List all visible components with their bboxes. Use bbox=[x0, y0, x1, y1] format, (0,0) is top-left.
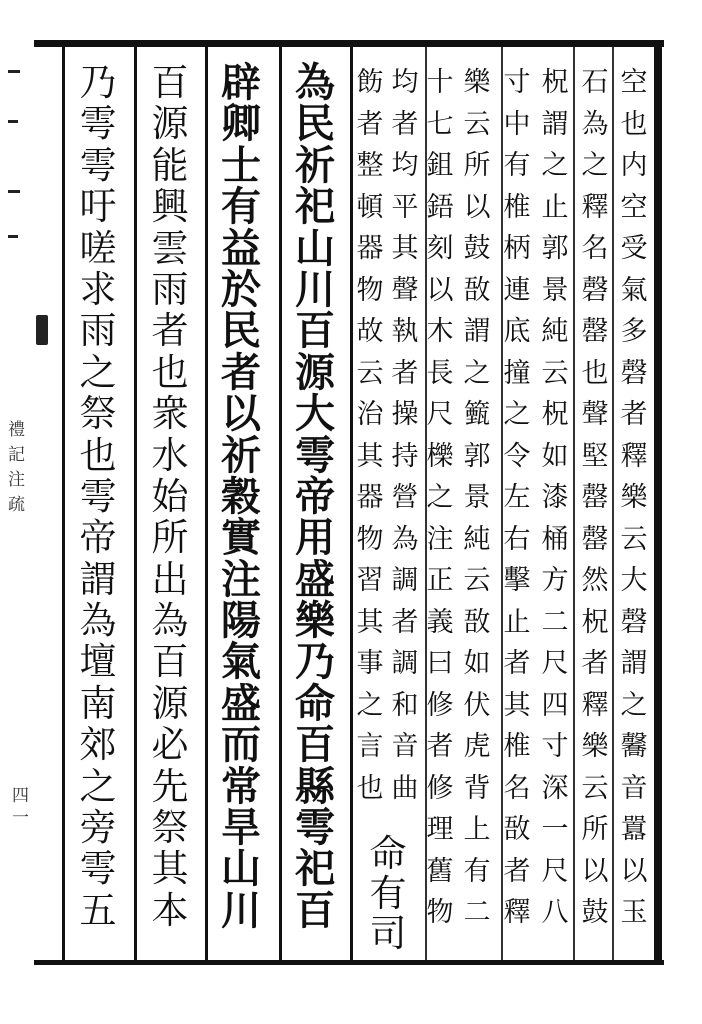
character: 所 bbox=[151, 516, 189, 560]
character: 磬 bbox=[620, 357, 648, 389]
right-border bbox=[654, 40, 662, 965]
character: 也 bbox=[79, 433, 117, 477]
character: 鋙 bbox=[426, 191, 454, 223]
character: 罄 bbox=[581, 523, 609, 555]
character: 祭 bbox=[151, 806, 189, 850]
character: 敔 bbox=[503, 814, 531, 845]
character: 持 bbox=[391, 440, 419, 472]
character: 空 bbox=[620, 67, 648, 98]
character: 盛 bbox=[221, 679, 261, 727]
character: 四 bbox=[541, 689, 569, 721]
character: 空 bbox=[620, 191, 648, 223]
character: 者 bbox=[221, 348, 261, 396]
character: 柷 bbox=[581, 606, 609, 638]
character: 囂 bbox=[620, 814, 648, 845]
character: 旁 bbox=[79, 806, 117, 850]
column-rule bbox=[279, 47, 282, 960]
character: 純 bbox=[463, 523, 491, 555]
character: 辟 bbox=[221, 59, 261, 106]
character: 二 bbox=[541, 606, 569, 638]
character: 以 bbox=[620, 855, 648, 887]
bottom-border bbox=[34, 960, 664, 965]
character: 罄 bbox=[581, 482, 609, 513]
character: 正 bbox=[426, 565, 454, 596]
character: 調 bbox=[391, 648, 419, 679]
character: 命 bbox=[369, 832, 407, 875]
character: 磬 bbox=[620, 606, 648, 638]
character: 百 bbox=[295, 721, 335, 769]
character: 伏 bbox=[463, 689, 491, 721]
character: 深 bbox=[541, 772, 569, 804]
commentary-column bbox=[499, 62, 535, 934]
character: 五 bbox=[79, 888, 117, 932]
character: 以 bbox=[426, 274, 454, 306]
character: 者 bbox=[391, 606, 419, 638]
character: 之 bbox=[426, 482, 454, 513]
character: 上 bbox=[463, 814, 491, 845]
character: 曰 bbox=[426, 648, 454, 679]
character: 調 bbox=[391, 565, 419, 596]
character: 先 bbox=[151, 764, 189, 808]
character: 者 bbox=[620, 399, 648, 430]
character: 曲 bbox=[391, 772, 419, 804]
character: 吁 bbox=[79, 185, 117, 229]
character: 釋 bbox=[581, 191, 609, 223]
character: 止 bbox=[503, 606, 531, 638]
character: 益 bbox=[221, 224, 261, 272]
character: 之 bbox=[620, 689, 648, 721]
character: 樂 bbox=[295, 597, 335, 645]
character: 能 bbox=[151, 143, 189, 187]
character: 云 bbox=[356, 357, 384, 389]
character: 雲 bbox=[151, 226, 189, 270]
character: 柄 bbox=[503, 233, 531, 264]
character: 其 bbox=[356, 440, 384, 472]
character: 帝 bbox=[295, 472, 335, 520]
character: 椎 bbox=[503, 731, 531, 762]
character: 乃 bbox=[295, 638, 335, 686]
margin-title-char: 注 bbox=[8, 470, 25, 490]
character: 有 bbox=[463, 855, 491, 887]
character: 故 bbox=[356, 316, 384, 347]
character: 郭 bbox=[541, 233, 569, 264]
character: 山 bbox=[295, 224, 335, 272]
character: 刻 bbox=[426, 233, 454, 264]
character: 南 bbox=[79, 681, 117, 725]
character: 謂 bbox=[463, 316, 491, 347]
character: 雩 bbox=[79, 847, 117, 891]
character: 也 bbox=[151, 350, 189, 394]
character: 撞 bbox=[503, 357, 531, 389]
character: 謂 bbox=[79, 557, 117, 601]
page-number-char: 四 bbox=[12, 786, 29, 806]
margin-mark bbox=[8, 190, 20, 193]
character: 云 bbox=[620, 523, 648, 555]
character: 川 bbox=[295, 265, 335, 313]
character: 帝 bbox=[79, 516, 117, 560]
character: 云 bbox=[463, 108, 491, 140]
character: 整 bbox=[356, 150, 384, 181]
character: 之 bbox=[541, 150, 569, 181]
character: 頓 bbox=[356, 191, 384, 223]
character: 一 bbox=[541, 814, 569, 845]
character: 者 bbox=[391, 108, 419, 140]
character: 命 bbox=[295, 679, 335, 727]
character: 修 bbox=[426, 772, 454, 804]
character: 有 bbox=[369, 872, 407, 915]
character: 修 bbox=[426, 689, 454, 721]
character: 尺 bbox=[541, 855, 569, 887]
character: 之 bbox=[463, 357, 491, 389]
column-rule bbox=[205, 47, 208, 960]
character: 雩 bbox=[79, 474, 117, 518]
page-number-char: 一 bbox=[12, 808, 29, 828]
character: 其 bbox=[356, 606, 384, 638]
character: 百 bbox=[151, 640, 189, 684]
character: 之 bbox=[503, 399, 531, 430]
character: 二 bbox=[463, 897, 491, 928]
character: 理 bbox=[426, 814, 454, 845]
character: 十 bbox=[426, 67, 454, 98]
character: 源 bbox=[151, 102, 189, 146]
character: 之 bbox=[79, 764, 117, 808]
character: 習 bbox=[356, 565, 384, 596]
character: 大 bbox=[620, 565, 648, 596]
character: 者 bbox=[426, 731, 454, 762]
character: 旱 bbox=[221, 804, 261, 852]
character: 祀 bbox=[295, 845, 335, 893]
character: 民 bbox=[295, 100, 335, 148]
character: 和 bbox=[391, 689, 419, 721]
margin-mark bbox=[8, 235, 18, 238]
character: 為 bbox=[295, 59, 335, 106]
character: 椎 bbox=[503, 191, 531, 223]
character: 其 bbox=[503, 689, 531, 721]
character: 執 bbox=[391, 316, 419, 347]
character: 均 bbox=[391, 150, 419, 181]
character: 水 bbox=[151, 433, 189, 477]
character: 舊 bbox=[426, 855, 454, 887]
main-text-column bbox=[290, 59, 340, 934]
margin-mark bbox=[8, 70, 20, 73]
character: 謂 bbox=[541, 108, 569, 140]
character: 寸 bbox=[541, 731, 569, 762]
character: 所 bbox=[581, 814, 609, 845]
character: 事 bbox=[356, 648, 384, 679]
character: 川 bbox=[221, 886, 261, 934]
character: 均 bbox=[391, 67, 419, 98]
character: 氣 bbox=[620, 274, 648, 306]
character: 之 bbox=[79, 350, 117, 394]
character: 司 bbox=[369, 912, 407, 955]
character: 其 bbox=[391, 233, 419, 264]
character: 右 bbox=[503, 523, 531, 555]
character: 景 bbox=[541, 274, 569, 306]
column-rule bbox=[62, 47, 65, 960]
character: 鼓 bbox=[463, 233, 491, 264]
character: 之 bbox=[581, 150, 609, 181]
character: 内 bbox=[620, 150, 648, 181]
character: 擊 bbox=[503, 565, 531, 596]
character: 者 bbox=[581, 648, 609, 679]
character: 敔 bbox=[463, 606, 491, 638]
character: 義 bbox=[426, 606, 454, 638]
character: 其 bbox=[151, 847, 189, 891]
character: 治 bbox=[356, 399, 384, 430]
character: 用 bbox=[295, 514, 335, 562]
character: 名 bbox=[581, 233, 609, 264]
column-rule bbox=[573, 47, 575, 960]
margin-title-char: 疏 bbox=[8, 495, 25, 515]
character: 祈 bbox=[295, 141, 335, 189]
character: 聲 bbox=[581, 399, 609, 430]
character: 櫟 bbox=[426, 440, 454, 472]
character: 百 bbox=[151, 61, 189, 104]
character: 樂 bbox=[463, 67, 491, 98]
character: 為 bbox=[391, 523, 419, 555]
character: 言 bbox=[356, 731, 384, 762]
character: 受 bbox=[620, 233, 648, 264]
character: 鼓 bbox=[581, 897, 609, 928]
character: 中 bbox=[503, 108, 531, 140]
commentary-column bbox=[616, 62, 652, 934]
character: 氣 bbox=[221, 638, 261, 686]
character: 民 bbox=[221, 307, 261, 355]
character: 長 bbox=[426, 357, 454, 389]
character: 以 bbox=[463, 191, 491, 223]
character: 令 bbox=[503, 440, 531, 472]
character: 鉏 bbox=[426, 150, 454, 181]
character: 者 bbox=[391, 357, 419, 389]
character: 連 bbox=[503, 274, 531, 306]
character: 物 bbox=[356, 274, 384, 306]
commentary-column bbox=[422, 62, 458, 934]
character: 必 bbox=[151, 723, 189, 767]
character: 釋 bbox=[620, 440, 648, 472]
character: 之 bbox=[356, 689, 384, 721]
character: 背 bbox=[463, 772, 491, 804]
commentary-column bbox=[387, 62, 423, 809]
character: 以 bbox=[221, 390, 261, 438]
character: 八 bbox=[541, 897, 569, 928]
character: 玉 bbox=[620, 897, 648, 928]
character: 器 bbox=[356, 233, 384, 264]
character: 也 bbox=[581, 357, 609, 389]
character: 柷 bbox=[541, 67, 569, 98]
character: 盛 bbox=[295, 555, 335, 603]
character: 營 bbox=[391, 482, 419, 513]
character: 雨 bbox=[79, 309, 117, 353]
character: 縣 bbox=[295, 762, 335, 810]
character: 百 bbox=[295, 886, 335, 934]
character: 云 bbox=[581, 772, 609, 804]
character: 如 bbox=[463, 648, 491, 679]
character: 於 bbox=[221, 265, 261, 313]
character: 祀 bbox=[295, 183, 335, 231]
commentary-column bbox=[352, 62, 388, 809]
character: 以 bbox=[581, 855, 609, 887]
character: 如 bbox=[541, 440, 569, 472]
character: 雩 bbox=[295, 804, 335, 852]
character: 漆 bbox=[541, 482, 569, 513]
character: 實 bbox=[221, 514, 261, 562]
character: 壇 bbox=[79, 640, 117, 684]
character: 七 bbox=[426, 108, 454, 140]
margin-title-char: 禮 bbox=[8, 420, 25, 440]
character: 雩 bbox=[79, 102, 117, 146]
character: 卿 bbox=[221, 100, 261, 148]
character: 籈 bbox=[463, 399, 491, 430]
character: 祭 bbox=[79, 392, 117, 436]
character: 純 bbox=[541, 316, 569, 347]
top-border bbox=[34, 40, 664, 47]
margin-page-number bbox=[12, 788, 29, 832]
character: 寸 bbox=[503, 67, 531, 98]
character: 祈 bbox=[221, 431, 261, 479]
character: 景 bbox=[463, 482, 491, 513]
character: 衆 bbox=[151, 392, 189, 436]
margin-title-char: 記 bbox=[8, 445, 25, 465]
character: 百 bbox=[295, 307, 335, 355]
character: 堅 bbox=[581, 440, 609, 472]
character: 山 bbox=[221, 845, 261, 893]
character: 源 bbox=[295, 348, 335, 396]
character: 物 bbox=[426, 897, 454, 928]
character: 名 bbox=[503, 772, 531, 804]
character: 者 bbox=[503, 648, 531, 679]
character: 尺 bbox=[426, 399, 454, 430]
character: 本 bbox=[151, 888, 189, 932]
character: 所 bbox=[463, 150, 491, 181]
character: 底 bbox=[503, 316, 531, 347]
character: 興 bbox=[151, 185, 189, 229]
character: 常 bbox=[221, 762, 261, 810]
commentary-column bbox=[537, 62, 573, 934]
character: 雩 bbox=[79, 143, 117, 187]
character: 云 bbox=[541, 357, 569, 389]
character: 操 bbox=[391, 399, 419, 430]
character: 石 bbox=[581, 67, 609, 98]
character: 士 bbox=[221, 141, 261, 189]
character: 多 bbox=[620, 316, 648, 347]
character: 尺 bbox=[541, 648, 569, 679]
character: 雨 bbox=[151, 267, 189, 311]
text-column bbox=[75, 62, 121, 931]
character: 云 bbox=[463, 565, 491, 596]
character: 物 bbox=[356, 523, 384, 555]
character: 嗟 bbox=[79, 226, 117, 270]
character: 也 bbox=[620, 108, 648, 140]
character: 音 bbox=[620, 772, 648, 804]
character: 謂 bbox=[620, 648, 648, 679]
character: 始 bbox=[151, 474, 189, 518]
character: 注 bbox=[221, 555, 261, 603]
character: 有 bbox=[221, 183, 261, 231]
character: 器 bbox=[356, 482, 384, 513]
character: 木 bbox=[426, 316, 454, 347]
character: 止 bbox=[541, 191, 569, 223]
character: 求 bbox=[79, 267, 117, 311]
character: 磬 bbox=[581, 274, 609, 306]
character: 飭 bbox=[356, 67, 384, 98]
character: 源 bbox=[151, 681, 189, 725]
character: 出 bbox=[151, 557, 189, 601]
column-rule bbox=[134, 47, 137, 960]
fishtail-mark bbox=[36, 315, 48, 345]
character: 郊 bbox=[79, 723, 117, 767]
character: 為 bbox=[151, 599, 189, 643]
character: 而 bbox=[221, 721, 261, 769]
character: 乃 bbox=[79, 61, 117, 104]
character: 者 bbox=[151, 309, 189, 353]
character: 樂 bbox=[620, 482, 648, 513]
margin-mark bbox=[8, 120, 18, 123]
character: 罄 bbox=[581, 316, 609, 347]
character: 然 bbox=[581, 565, 609, 596]
character: 注 bbox=[426, 523, 454, 555]
character: 聲 bbox=[391, 274, 419, 306]
margin-book-title bbox=[8, 422, 25, 522]
character: 虎 bbox=[463, 731, 491, 762]
character: 樂 bbox=[581, 731, 609, 762]
character: 為 bbox=[581, 108, 609, 140]
character: 敔 bbox=[463, 274, 491, 306]
character: 陽 bbox=[221, 597, 261, 645]
character: 也 bbox=[356, 772, 384, 804]
character: 音 bbox=[391, 731, 419, 762]
character: 大 bbox=[295, 390, 335, 438]
text-column bbox=[147, 62, 193, 931]
character: 釋 bbox=[503, 897, 531, 928]
character: 雩 bbox=[295, 431, 335, 479]
character: 穀 bbox=[221, 472, 261, 520]
commentary-column bbox=[577, 62, 613, 934]
character: 釋 bbox=[581, 689, 609, 721]
character: 桶 bbox=[541, 523, 569, 555]
character: 平 bbox=[391, 191, 419, 223]
character: 毊 bbox=[620, 731, 648, 762]
character: 有 bbox=[503, 150, 531, 181]
main-text-column bbox=[216, 59, 266, 934]
character: 左 bbox=[503, 482, 531, 513]
character: 柷 bbox=[541, 399, 569, 430]
character: 為 bbox=[79, 599, 117, 643]
character: 郭 bbox=[463, 440, 491, 472]
character: 方 bbox=[541, 565, 569, 596]
text-column bbox=[365, 834, 411, 954]
character: 者 bbox=[503, 855, 531, 887]
character: 者 bbox=[356, 108, 384, 140]
commentary-column bbox=[459, 62, 495, 934]
